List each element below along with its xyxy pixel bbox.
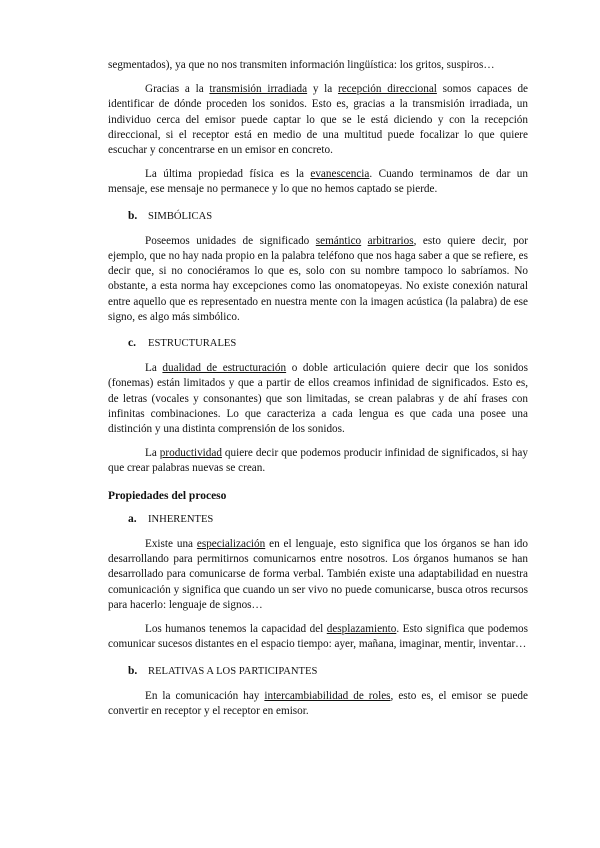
term-especializacion: especialización bbox=[196, 538, 266, 551]
paragraph-transmision: Gracias a la transmisión irradiada y la recepción direccional somos capaces de identificar de dónde proceden los sonidos. Esto es, gracias a la transmisión irradiada, un individuo cerca del emisor puede captar lo que se le está diciendo y con la recepción direccional, si el receptor está en medio de una multitud puede focalizar lo que quiere escuchar y concentrarse en un emisor en concreto. bbox=[108, 83, 529, 157]
term-evanescencia: evanescencia bbox=[310, 168, 370, 181]
term-semantico: semántico bbox=[315, 234, 362, 247]
term-dualidad-estructuracion: dualidad de estructuración bbox=[162, 362, 287, 375]
heading-label: INHERENTES bbox=[148, 513, 214, 525]
heading-label: RELATIVAS A LOS PARTICIPANTES bbox=[148, 665, 318, 677]
paragraph-desplazamiento: Los humanos tenemos la capacidad del desplazamiento. Esto significa que podemos comunicar sucesos distantes en el espacio tiempo: ayer, mañana, imaginar, mentir, inventar… bbox=[108, 623, 528, 651]
list-marker: c. bbox=[128, 337, 136, 350]
paragraph-simbolicas: Poseemos unidades de significado semántico arbitrarios, esto quiere decir, por ejemplo, que no hay nada propio en la palabra teléfono que nos haga saber a que se refiere, es decir que, si no conociéramos lo que es, solo con su nombre tampoco lo sabríamos. No obstante, a esta norma hay excepciones como las onomatopeyas. No existe conexión natural entre aquello que es representado en nuestra mente con la imagen acústica (la palabra) de ese signo, es algo más simbólico. bbox=[108, 234, 529, 323]
list-marker: b. bbox=[128, 664, 138, 677]
term-desplazamiento: desplazamiento bbox=[326, 623, 397, 636]
paragraph-productividad: La productividad quiere decir que podemos producir infinidad de significados, si hay que crear palabras nuevas se crean. bbox=[108, 447, 528, 475]
heading-label: ESTRUCTURALES bbox=[148, 338, 237, 350]
paragraph-especializacion: Existe una especialización en el lenguaje, esto significa que los órganos se han ido desarrollando para permitirnos comunicarnos entre nosotros. Los órganos humanos se han desarrollado para comunicarse de forma verbal. También existe una adaptabilidad en nuestra comunicación y significa que cuando un ser vivo no puede comunicarse, busca otros recursos para hacerlo: lenguaje de signos… bbox=[108, 538, 528, 611]
heading-estructurales bbox=[108, 336, 528, 351]
term-arbitrarios: arbitrarios bbox=[367, 234, 414, 247]
heading-label: SIMBÓLICAS bbox=[148, 210, 213, 222]
list-marker: b. bbox=[128, 209, 138, 222]
heading-relativas bbox=[108, 664, 528, 679]
term-productividad: productividad bbox=[159, 447, 222, 460]
heading-inherentes bbox=[108, 512, 528, 527]
paragraph-dualidad: La dualidad de estructuración o doble articulación quiere decir que los sonidos (fonemas) están limitados y que a partir de ellos creamos infinidad de significados. Esto es, de letras (vocales y consonantes) que son limitadas, se crean palabras y de ahí frases con infinitas combinaciones. Lo que caracteriza a cada lengua es que cada una posee una distinción y una distinta comprensión de los sonidos. bbox=[108, 362, 528, 436]
heading-simbolicas bbox=[108, 209, 528, 224]
paragraph-intercambiabilidad: En la comunicación hay intercambiabilidad de roles, esto es, el emisor se puede convertir en receptor y el receptor en emisor. bbox=[108, 689, 528, 717]
paragraph-evanescencia: La última propiedad física es la evanescencia. Cuando terminamos de dar un mensaje, ese mensaje no permanece y lo que no hemos captado se pierde. bbox=[108, 168, 528, 196]
list-marker: a. bbox=[128, 512, 137, 525]
section-title: Propiedades del proceso bbox=[108, 489, 227, 502]
term-recepcion-direccional: recepción direccional bbox=[337, 83, 437, 96]
term-intercambiabilidad-roles: intercambiabilidad de roles bbox=[264, 689, 391, 702]
paragraph-intro: segmentados), ya que no nos transmiten información lingüística: los gritos, suspiros… bbox=[108, 59, 495, 71]
term-transmision-irradiada: transmisión irradiada bbox=[209, 83, 308, 96]
document-page bbox=[108, 58, 528, 719]
